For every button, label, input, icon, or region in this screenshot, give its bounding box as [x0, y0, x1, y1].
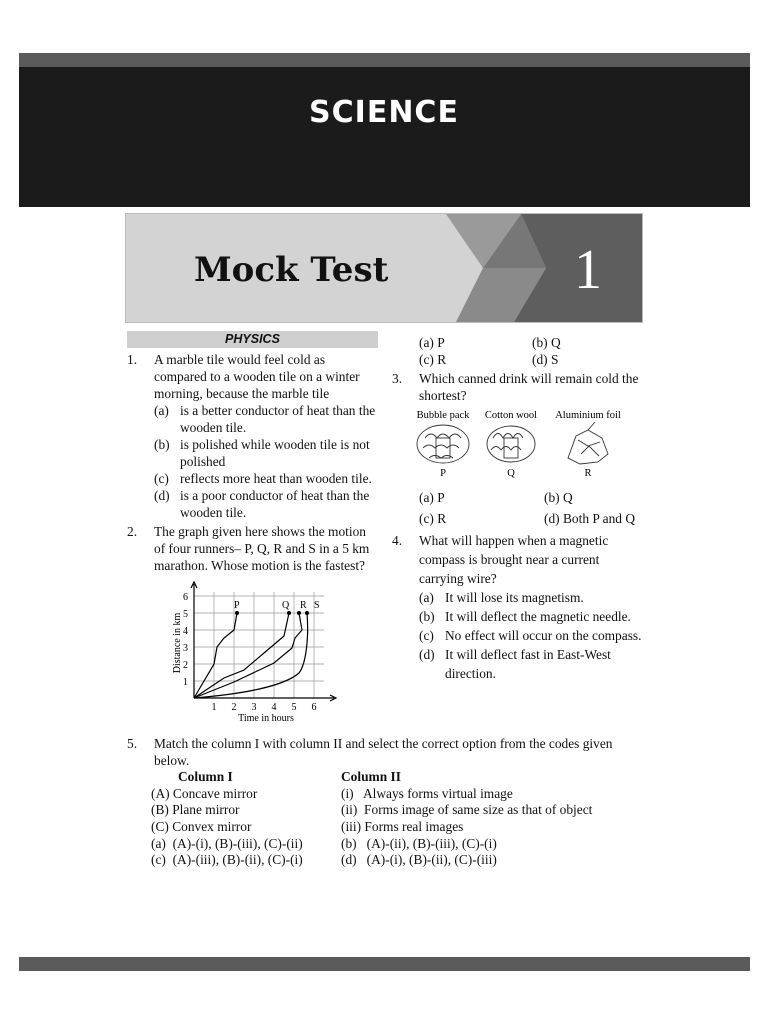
distance-time-graph [174, 578, 374, 728]
question-4 [392, 531, 645, 683]
column-1-heading: Column I [178, 769, 233, 785]
curve-p [194, 613, 237, 698]
y-tick: 2 [183, 660, 188, 671]
option-text: is a better conductor of heat than the wooden tile. [180, 403, 376, 435]
section-heading: PHYSICS [127, 331, 378, 348]
y-ticks [183, 592, 188, 688]
column-2-item: (iii) Forms real images [341, 818, 464, 834]
option [341, 852, 671, 869]
option [154, 470, 378, 487]
option-text: Q [562, 490, 573, 505]
option [419, 626, 645, 645]
label-r: R [300, 600, 307, 611]
x-tick: 1 [211, 702, 217, 713]
banner-title: Mock Test [194, 250, 389, 290]
question-text: The graph given here shows the motion of four runners– P, Q, R and S in a 5 km marathon. Whose motion is the fastest? [154, 524, 370, 573]
option-label: (a) [419, 490, 434, 505]
question-text: Which canned drink will remain cold the shortest? [419, 371, 639, 403]
y-axis-label: Distance in km [172, 612, 183, 674]
option-label: (d) [532, 352, 548, 367]
option-label: (a) [419, 335, 434, 350]
option-text: reflects more heat than wooden tile. [180, 471, 372, 486]
subject-title: SCIENCE [309, 95, 459, 130]
option [341, 836, 671, 853]
question-number: 2. [127, 524, 138, 539]
option-label: (d) [341, 852, 357, 868]
option [419, 645, 645, 683]
option [154, 402, 378, 436]
option [419, 489, 544, 506]
option [544, 489, 573, 506]
option [419, 351, 532, 368]
option-label: (b) [341, 835, 357, 851]
column-1-item: (A) Concave mirror [151, 785, 258, 801]
cotton-wool-icon [487, 426, 535, 462]
question-text: A marble tile would feel cold as compared to a wooden tile on a winter morning, because the marble tile [154, 352, 360, 401]
column-2-item: (ii) Forms image of same size as that of object [341, 802, 593, 818]
option-label: (a) [154, 403, 169, 418]
option-text: R [437, 511, 447, 526]
option-label: (c) [419, 352, 434, 367]
question-text: Match the column I with column II and select the correct option from the codes given below. [154, 736, 613, 768]
x-axis-label: Time in hours [238, 713, 294, 724]
option-label: (c) [419, 628, 434, 643]
question-number: 1. [127, 352, 138, 367]
option-label: (a) [419, 590, 434, 605]
y-tick: 1 [183, 677, 188, 688]
label-q: Q [282, 600, 290, 611]
option-label: (b) [419, 609, 435, 624]
runner-curves [194, 613, 308, 698]
option-label: (c) [151, 852, 166, 868]
question-number: 3. [392, 371, 403, 386]
option [151, 852, 341, 869]
option-text: Both P and Q [562, 511, 636, 526]
left-column [127, 331, 378, 734]
y-tick: 3 [183, 643, 188, 654]
x-tick: 2 [231, 702, 237, 713]
letter-q: Q [507, 468, 515, 479]
caption-bubble-pack: Bubble pack [416, 410, 470, 421]
option-label: (c) [419, 511, 434, 526]
option-text: It will deflect the magnetic needle. [445, 609, 631, 624]
option-text: S [550, 352, 559, 367]
option-text: (A)-(iii), (B)-(ii), (C)-(i) [172, 852, 303, 868]
question-text: What will happen when a magnetic compass is brought near a current carrying wire? [419, 533, 609, 586]
y-tick: 6 [183, 592, 188, 603]
y-tick: 5 [183, 609, 188, 620]
option-label: (b) [544, 490, 560, 505]
q3-options [419, 489, 645, 506]
curve-labels [234, 600, 320, 611]
x-tick: 6 [311, 702, 317, 713]
option-text: No effect will occur on the compass. [445, 628, 642, 643]
option-label: (d) [154, 488, 170, 503]
option-label: (c) [154, 471, 169, 486]
q2-options [392, 351, 645, 368]
match-table [151, 769, 647, 869]
option [419, 334, 532, 351]
option-label: (d) [544, 511, 560, 526]
option [154, 436, 378, 470]
option-label: (d) [419, 647, 435, 662]
option-text: It will lose its magnetism. [445, 590, 584, 605]
option-text: is a poor conductor of heat than the wooden tile. [180, 488, 370, 520]
label-p: P [234, 600, 240, 611]
mock-test-banner [125, 213, 643, 323]
x-tick: 5 [291, 702, 297, 713]
question-3 [392, 370, 645, 527]
option [532, 351, 645, 368]
question-5 [127, 736, 647, 871]
option-label: (a) [151, 835, 166, 851]
x-tick: 4 [271, 702, 277, 713]
option [151, 836, 341, 853]
bottom-border [19, 957, 750, 971]
column-1-item: (C) Convex mirror [151, 818, 252, 834]
option [419, 588, 645, 607]
question-number: 4. [392, 533, 403, 548]
right-column [392, 334, 645, 685]
top-border [19, 53, 750, 67]
q2-options [392, 334, 645, 351]
bubble-pack-icon [417, 425, 469, 463]
option-text: R [437, 352, 447, 367]
option-text: (A)-(i), (B)-(ii), (C)-(iii) [366, 852, 497, 868]
x-tick: 3 [251, 702, 257, 713]
label-s: S [314, 600, 320, 611]
option [419, 510, 544, 527]
option [544, 510, 635, 527]
question-5-stem [127, 736, 647, 869]
caption-aluminium-foil: Aluminium foil [555, 410, 621, 421]
column-2-heading: Column II [341, 769, 401, 785]
caption-cotton-wool: Cotton wool [484, 410, 538, 421]
insulation-figure [403, 408, 633, 483]
option [154, 487, 378, 521]
q3-options [419, 510, 645, 527]
question-2 [127, 523, 378, 732]
x-ticks [212, 702, 317, 713]
option-text: P [437, 335, 445, 350]
option-text: (A)-(ii), (B)-(iii), (C)-(i) [366, 835, 497, 851]
question-number: 5. [127, 736, 138, 751]
option [419, 607, 645, 626]
option-text: (A)-(i), (B)-(iii), (C)-(ii) [172, 835, 303, 851]
header-band [19, 67, 750, 207]
option-label: (b) [532, 335, 548, 350]
column-1-item: (B) Plane mirror [151, 802, 240, 818]
curve-s [194, 613, 308, 698]
question-1 [127, 351, 378, 521]
test-number: 1 [574, 239, 602, 301]
option-text: is polished while wooden tile is not polished [180, 437, 370, 469]
letter-p: P [440, 468, 446, 479]
option-label: (b) [154, 437, 170, 452]
option-text: Q [550, 335, 561, 350]
column-2-item: (i) Always forms virtual image [341, 785, 513, 801]
option-text: P [437, 490, 445, 505]
y-tick: 4 [183, 626, 188, 637]
option [532, 334, 645, 351]
letter-r: R [584, 468, 592, 479]
aluminium-foil-icon [568, 422, 608, 464]
option-text: It will deflect fast in East-West direction. [445, 647, 611, 681]
